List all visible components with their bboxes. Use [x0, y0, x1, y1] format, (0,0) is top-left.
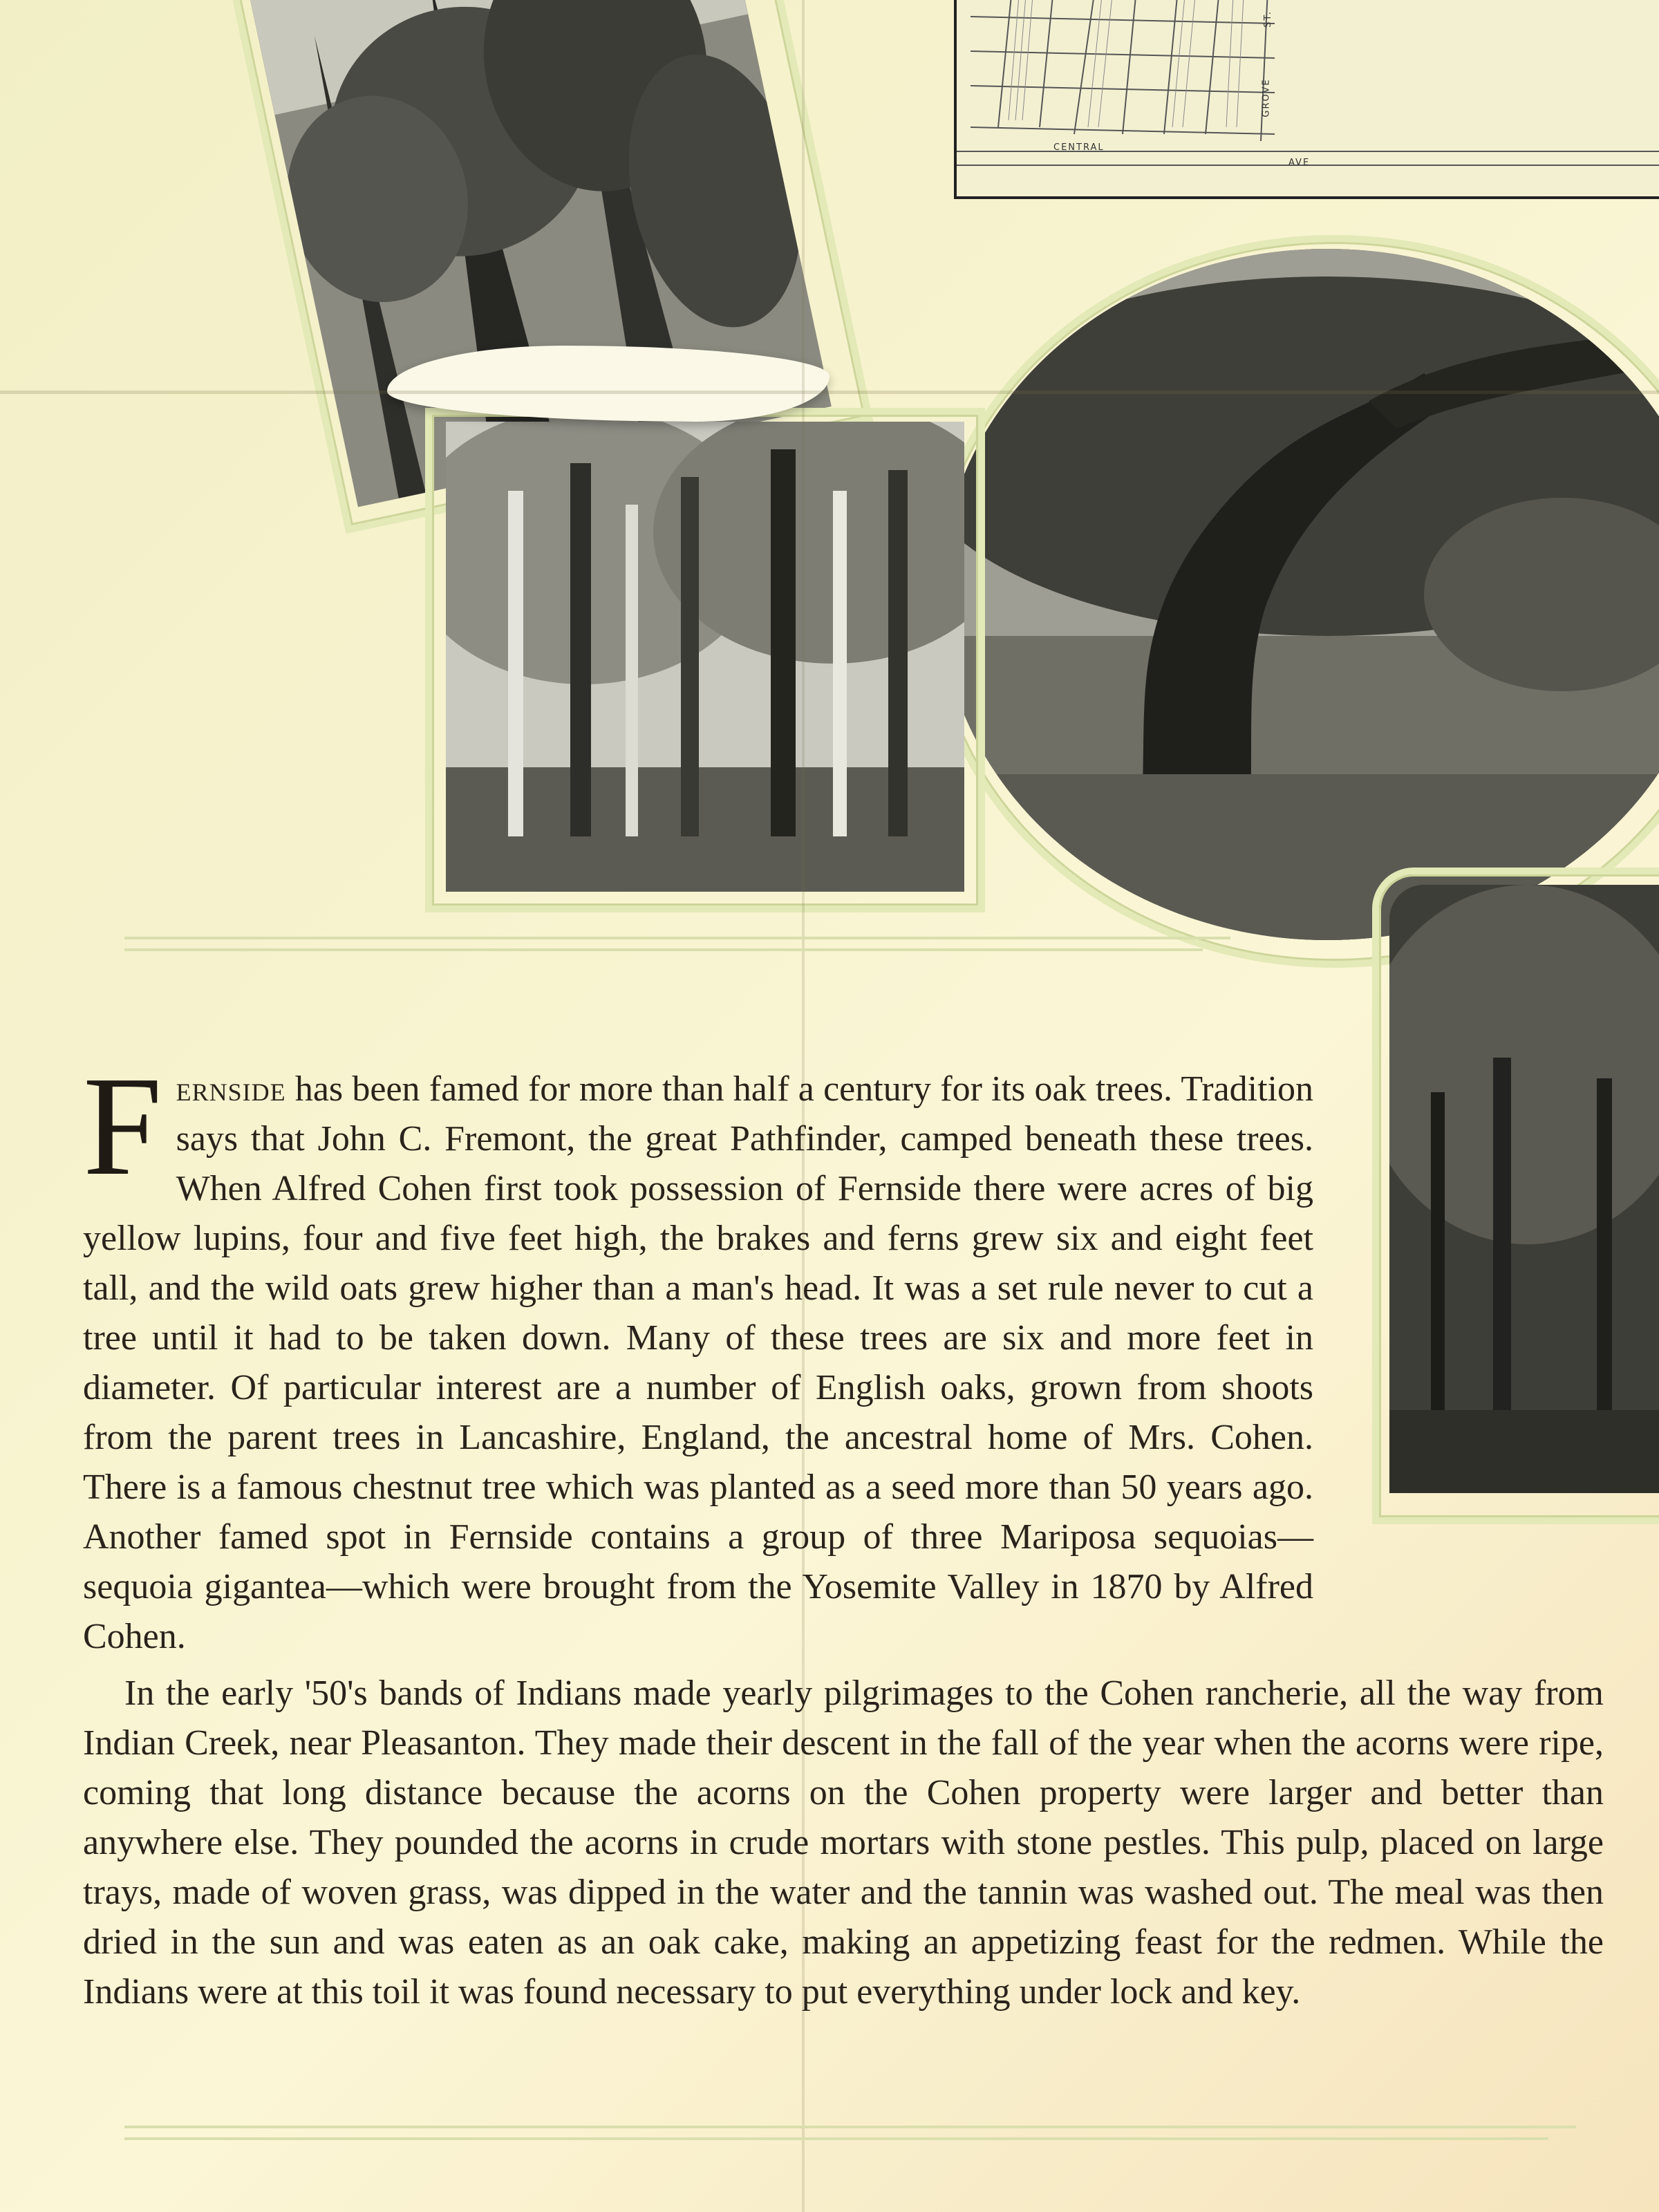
article-body — [83, 1047, 1604, 2053]
decorative-rule-bottom-2 — [124, 2137, 1548, 2140]
article-paragraph-2: In the early '50's bands of Indians made yearly pilgrimages to the Cohen rancherie, all the way from Indian Creek, near Pleasanton. They made their descent in the fall of the year when the acorns were ripe, coming that long distance because the acorns on the Cohen property were larger and better than anywhere else. They pounded the acorns in crude mortars with stone pestles. This pulp, placed on large trays, made of woven grass, was dipped in the water and the tannin was washed out. The meal was then dried in the sun and was eaten as an oak cake, making an appetizing feast for the redmen. While the Indians were at this toil it was found necessary to put everything under lock and key. — [83, 1674, 1604, 2012]
decorative-rule-top-1 — [124, 937, 1230, 939]
decorative-rule-top-2 — [124, 948, 1203, 951]
street-map — [954, 0, 1659, 199]
map-label-grove: GROVE — [1261, 78, 1272, 118]
map-label-st: ST. — [1262, 10, 1273, 28]
map-label-ave: AVE — [1288, 158, 1311, 168]
photo-tree-avenue — [446, 422, 964, 892]
map-label-central: CENTRAL — [1053, 142, 1105, 153]
decorative-rule-bottom-1 — [124, 2126, 1576, 2128]
fold-crease-horizontal — [0, 391, 1659, 394]
paragraph-1-text: has been famed for more than half a century for its oak trees. Tradition says that John C. Fremont, the great Pathfinder, camped beneath these trees. When Alfred Cohen first took possession of Fernside there were acres of big yellow lupins, four and five feet high, the brakes and ferns grew six and eight feet tall, and the wild oats grew higher than a man's head. It was a set rule never to cut a tree until it had to be taken down. Many of these trees are six and more feet in diameter. Of particular interest are a number of English oaks, grown from shoots from the parent trees in Lancashire, England, the ancestral home of Mrs. Cohen. There is a famous chestnut tree which was planted as a seed more than 50 years ago. Another famed spot in Fernside contains a group of three Mariposa sequoias—sequoia gigantea—which were brought from the Yosemite Valley in 1870 by Alfred Cohen. — [83, 1069, 1313, 1656]
article-paragraph-1 — [83, 1047, 1313, 1662]
drop-cap: F — [83, 1047, 162, 1205]
lead-word: ernside — [176, 1069, 286, 1109]
photo-forest-edge — [1389, 885, 1659, 1493]
